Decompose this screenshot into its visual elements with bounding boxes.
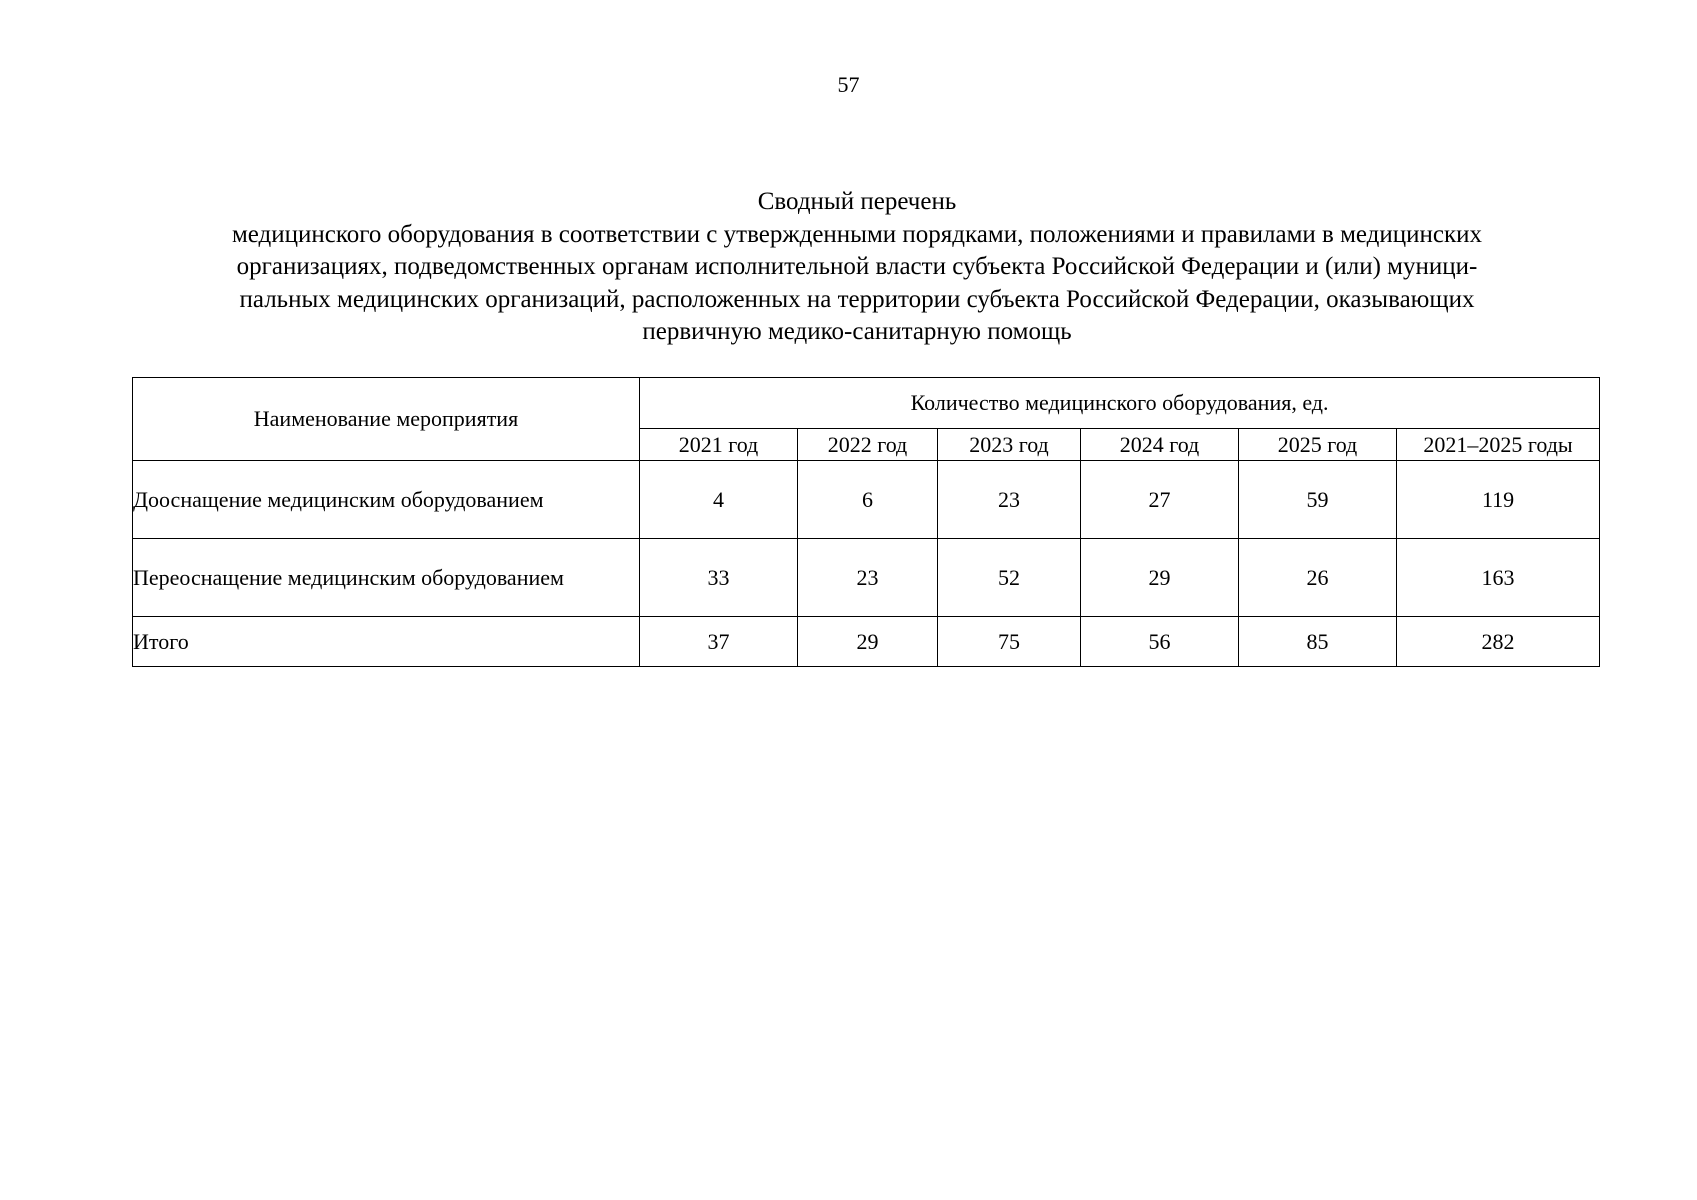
cell-value: 119 [1397, 461, 1600, 539]
cell-value: 33 [640, 539, 798, 617]
cell-value: 6 [798, 461, 938, 539]
row-name: Итого [133, 617, 640, 667]
table-header-row [133, 378, 1600, 429]
cell-value: 26 [1239, 539, 1397, 617]
cell-value: 4 [640, 461, 798, 539]
header-year-2025: 2025 год [1239, 429, 1397, 461]
cell-value: 37 [640, 617, 798, 667]
title-line: Сводный перечень [757, 188, 957, 215]
header-equipment-quantity: Количество медицинского оборудования, ед. [640, 378, 1600, 429]
cell-value: 56 [1081, 617, 1239, 667]
table-row-total [133, 617, 1600, 667]
equipment-summary-table [132, 377, 1600, 667]
cell-value: 282 [1397, 617, 1600, 667]
header-year-2024: 2024 год [1081, 429, 1239, 461]
document-title [140, 186, 1574, 349]
header-year-2023: 2023 год [938, 429, 1081, 461]
table-row [133, 461, 1600, 539]
title-line: первичную медико-санитарную помощь [642, 318, 1072, 345]
cell-value: 23 [798, 539, 938, 617]
title-line: организациях, подведомственных органам исполнительной власти субъекта Российской Федерации и (или) муници- [236, 253, 1478, 280]
title-line: медицинского оборудования в соответствии с утвержденными порядками, положениями и правилами в медицинских [231, 220, 1483, 248]
header-activity-name: Наименование мероприятия [133, 378, 640, 461]
cell-value: 75 [938, 617, 1081, 667]
title-line: пальных медицинских организаций, расположенных на территории субъекта Российской Федерации, оказывающих [239, 285, 1475, 313]
page-number: 57 [837, 72, 860, 97]
header-year-2022: 2022 год [798, 429, 938, 461]
cell-value: 29 [798, 617, 938, 667]
row-name: Переоснащение медицинским оборудованием [133, 539, 640, 617]
table-row [133, 539, 1600, 617]
header-year-2021: 2021 год [640, 429, 798, 461]
row-name: Дооснащение медицинским оборудованием [133, 461, 640, 539]
cell-value: 85 [1239, 617, 1397, 667]
cell-value: 23 [938, 461, 1081, 539]
header-years-total: 2021–2025 годы [1397, 429, 1600, 461]
cell-value: 59 [1239, 461, 1397, 539]
cell-value: 163 [1397, 539, 1600, 617]
cell-value: 29 [1081, 539, 1239, 617]
cell-value: 52 [938, 539, 1081, 617]
cell-value: 27 [1081, 461, 1239, 539]
